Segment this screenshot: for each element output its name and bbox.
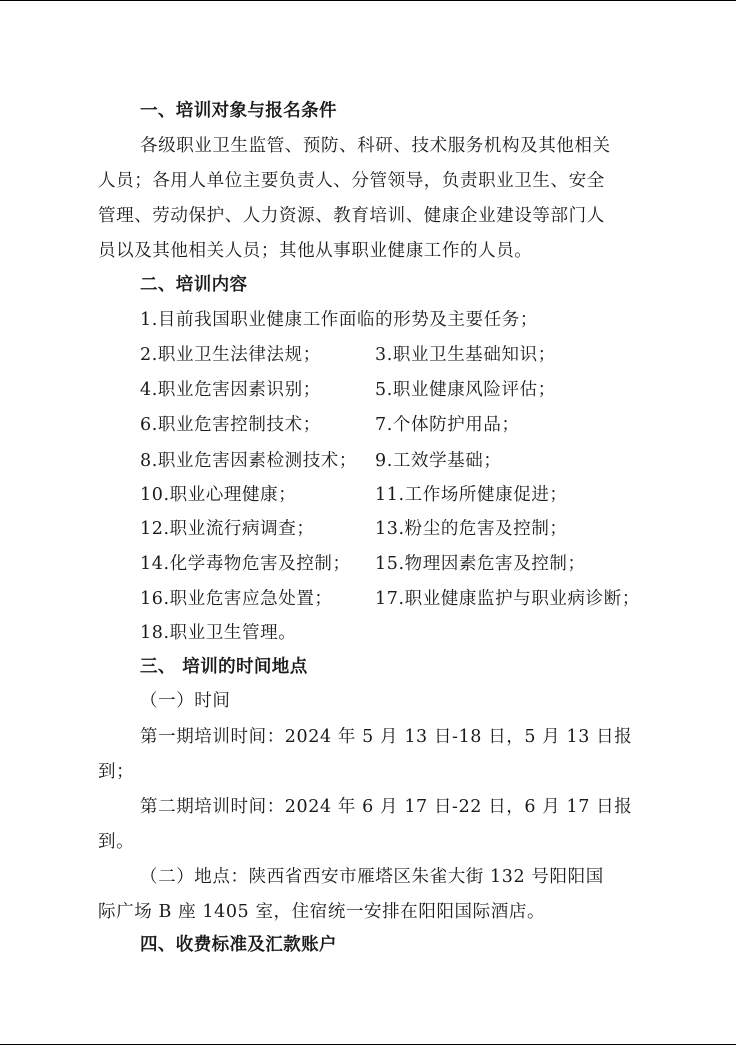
location-line-1: （二）地点：陕西省西安市雁塔区朱雀大街 132 号阳阳国 [140, 867, 604, 887]
section-1-line-2: 人员；各用人单位主要负责人、分管领导，负责职业卫生、安全 [98, 171, 605, 191]
content-item-right: 17.职业健康监护与职业病诊断； [375, 589, 640, 609]
content-item-left: 4.职业危害因素识别； [140, 380, 321, 400]
content-item-left: 6.职业危害控制技术； [140, 415, 321, 435]
section-4-heading: 四、收费标准及汇款账户 [140, 935, 337, 955]
content-item-right: 15.物理因素危害及控制； [375, 554, 586, 574]
content-item-left: 8.职业危害因素检测技术； [140, 451, 357, 471]
period-2-line-1: 第二期培训时间：2024 年 6 月 17 日-22 日，6 月 17 日报 [140, 797, 633, 817]
content-item-left: 12.职业流行病调查； [140, 519, 315, 539]
content-item-right: 13.粉尘的危害及控制； [375, 519, 568, 539]
content-item-right: 11.工作场所健康促进； [375, 485, 568, 505]
content-item-left: 2.职业卫生法律法规； [140, 345, 321, 365]
section-1-heading: 一、培训对象与报名条件 [140, 101, 337, 121]
period-2-line-2: 到。 [98, 832, 135, 852]
content-item-1: 1.目前我国职业健康工作面临的形势及主要任务； [140, 310, 538, 330]
section-1-line-4: 员以及其他相关人员；其他从事职业健康工作的人员。 [98, 241, 533, 261]
time-subheading: （一）时间 [140, 691, 231, 711]
section-1-line-1: 各级职业卫生监管、预防、科研、技术服务机构及其他相关 [140, 136, 611, 156]
section-2-heading: 二、培训内容 [140, 275, 248, 295]
content-item-left: 16.职业危害应急处置； [140, 589, 333, 609]
bottom-rule [0, 1044, 736, 1045]
content-item-18: 18.职业卫生管理。 [140, 623, 297, 643]
content-item-right: 5.职业健康风险评估； [375, 380, 556, 400]
content-item-left: 14.化学毒物危害及控制； [140, 554, 351, 574]
content-item-right: 7.个体防护用品； [375, 415, 520, 435]
content-item-right: 9.工效学基础； [375, 451, 502, 471]
location-line-2: 际广场 B 座 1405 室，住宿统一安排在阳阳国际酒店。 [98, 902, 546, 922]
section-3-heading: 三、 培训的时间地点 [140, 657, 308, 677]
content-item-right: 3.职业卫生基础知识； [375, 345, 556, 365]
section-1-line-3: 管理、劳动保护、人力资源、教育培训、健康企业建设等部门人 [98, 206, 605, 226]
period-1-line-2: 到； [98, 762, 135, 782]
content-item-left: 10.职业心理健康； [140, 485, 297, 505]
period-1-line-1: 第一期培训时间：2024 年 5 月 13 日-18 日，5 月 13 日报 [140, 727, 633, 747]
